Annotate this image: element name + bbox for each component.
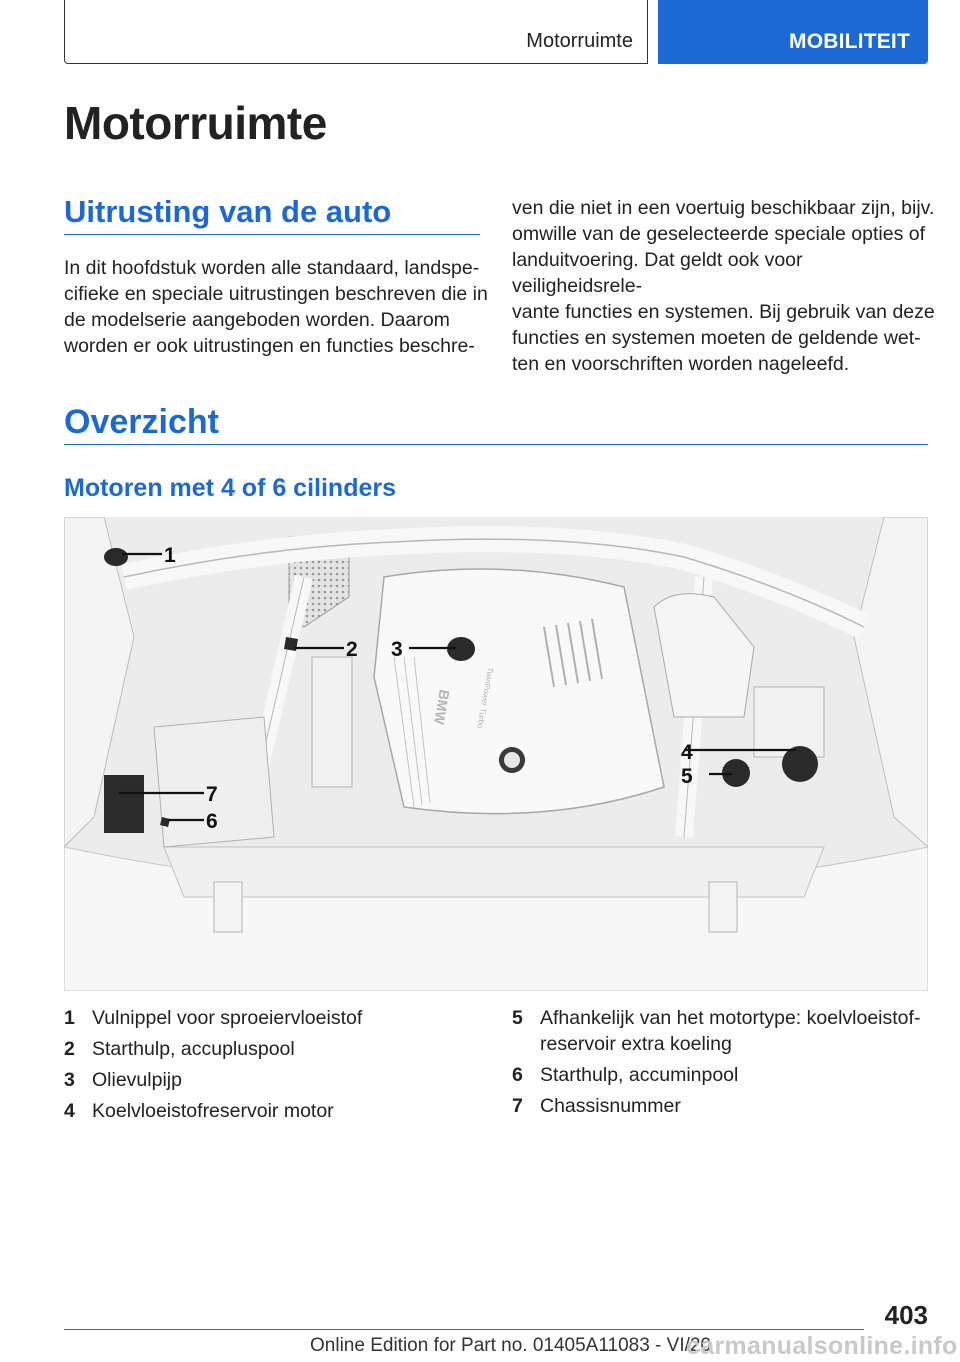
page-number: 403: [884, 1300, 928, 1330]
legend-text: Olievulpijp: [92, 1069, 182, 1091]
legend-number: 4: [64, 1100, 75, 1122]
legend-item: [64, 1065, 488, 1096]
equipment-paragraph-col1: [64, 255, 488, 359]
footer-edition: Online Edition for Part no. 01405A11083 - VI/20: [310, 1335, 712, 1356]
section-rule-equipment: [64, 234, 480, 235]
header-chapter-box: [64, 0, 648, 64]
legend-left: [64, 1003, 488, 1127]
text-line: landuitvoering. Dat geldt ook voor veiligheidsrele-: [512, 249, 803, 297]
legend-text: Vulnippel voor sproeiervloeistof: [92, 1007, 363, 1029]
subheading-engines: Motoren met 4 of 6 cilinders: [64, 474, 397, 502]
header-chapter-title: Motorruimte: [526, 30, 633, 52]
legend-item: [64, 1096, 488, 1127]
legend-item: [64, 1034, 488, 1065]
legend-text: [540, 1003, 936, 1060]
callout-6: 6: [206, 810, 218, 833]
legend-number: 3: [64, 1069, 75, 1091]
text-line: ten en voorschriften worden nageleefd.: [512, 353, 850, 375]
callout-4: 4: [681, 741, 693, 764]
legend-text: Koelvloeistofreservoir motor: [92, 1100, 334, 1122]
text-line: functies en systemen moeten de geldende wet-: [512, 327, 921, 349]
text-line: omwille van de geselecteerde speciale opties of: [512, 223, 925, 245]
callout-1: 1: [164, 544, 176, 567]
header-section-tab[interactable]: [658, 0, 928, 64]
section-heading-overview: Overzicht: [64, 403, 219, 441]
legend-number: 2: [64, 1038, 75, 1060]
equipment-paragraph-col2: [512, 195, 936, 377]
legend-number: 7: [512, 1095, 523, 1117]
section-heading-equipment: Uitrusting van de auto: [64, 194, 392, 229]
legend-text-line: reservoir extra koeling: [540, 1033, 732, 1055]
text-line: cifieke en speciale uitrustingen beschreven die in: [64, 283, 488, 305]
legend-text: Chassisnummer: [540, 1095, 681, 1117]
legend-number: 5: [512, 1007, 523, 1029]
callout-7: 7: [206, 783, 218, 806]
legend-text: Starthulp, accuminpool: [540, 1064, 739, 1086]
legend-number: 1: [64, 1007, 75, 1029]
text-line: In dit hoofdstuk worden alle standaard, landspe-: [64, 257, 480, 279]
legend-item: [512, 1060, 936, 1091]
section-rule-overview: [64, 444, 928, 445]
text-line: de modelserie aangeboden worden. Daarom: [64, 309, 450, 331]
text-line: vante functies en systemen. Bij gebruik van deze: [512, 301, 935, 323]
legend-item: [64, 1003, 488, 1034]
legend-right: [512, 1003, 936, 1122]
callout-5: 5: [681, 765, 693, 788]
text-line: ven die niet in een voertuig beschikbaar zijn, bijv.: [512, 197, 935, 219]
footer-rule: [64, 1329, 864, 1330]
legend-item: [512, 1003, 936, 1060]
callout-3: 3: [391, 638, 403, 661]
header-section-label: MOBILITEIT: [789, 30, 910, 53]
engine-cover-logo: BMW: [430, 688, 453, 726]
engine-bay-illustration: [64, 517, 928, 991]
legend-item: [512, 1091, 936, 1122]
legend-text-line: Afhankelijk van het motortype: koelvloeistof-: [540, 1007, 921, 1029]
engine-bay-drawing: [64, 517, 928, 991]
engine-cover-label: TwinPower Turbo: [475, 666, 495, 730]
page-title: Motorruimte: [64, 97, 327, 149]
legend-text: Starthulp, accupluspool: [92, 1038, 295, 1060]
text-line: worden er ook uitrustingen en functies beschre-: [64, 335, 475, 357]
legend-number: 6: [512, 1064, 523, 1086]
callout-2: 2: [346, 638, 358, 661]
watermark: carmanualsonline.info: [686, 1332, 958, 1360]
